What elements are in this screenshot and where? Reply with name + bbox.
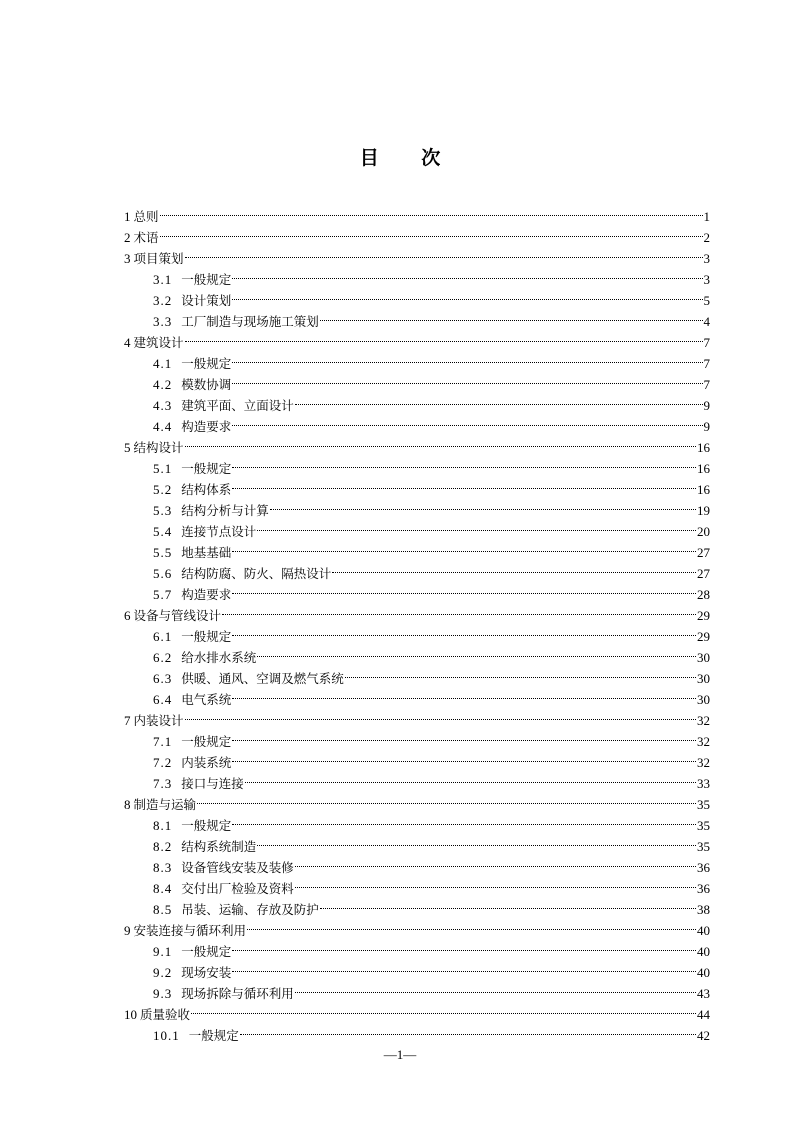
toc-entry-page: 32	[697, 734, 710, 749]
toc-entry-number: 5	[124, 440, 131, 455]
dot-leader	[185, 704, 696, 725]
dot-leader	[185, 242, 703, 263]
toc-entry-label: 总则	[133, 209, 159, 224]
toc-entry-page: 7	[703, 335, 710, 350]
toc-entry-label: 一般规定	[181, 944, 232, 959]
toc-entry-page: 5	[703, 293, 710, 308]
toc-entry[interactable]	[124, 200, 710, 224]
toc-entry-number: 6.1	[153, 629, 173, 644]
toc-entry[interactable]	[124, 263, 710, 287]
toc-entry-page: 16	[697, 440, 710, 455]
toc-entry-number: 3	[124, 251, 131, 266]
dot-leader	[257, 515, 696, 536]
toc-entry-page: 40	[697, 923, 710, 938]
dot-leader	[295, 977, 696, 998]
toc-entry-label: 吊装、运输、存放及防护	[181, 902, 319, 917]
toc-entry-page: 3	[703, 272, 710, 287]
page-number-footer: —1—	[383, 1047, 417, 1062]
toc-entry-label: 一般规定	[181, 272, 232, 287]
toc-entry[interactable]	[124, 221, 710, 245]
toc-entry-number: 10	[124, 1007, 137, 1022]
toc-entry-page: 30	[697, 650, 710, 665]
dot-leader	[232, 578, 696, 599]
toc-entry-number: 5.3	[153, 503, 173, 518]
toc-entry-page: 40	[697, 944, 710, 959]
toc-entry-label: 内装设计	[133, 713, 184, 728]
dot-leader	[332, 557, 696, 578]
toc-entry-page: 42	[697, 1028, 710, 1043]
dot-leader	[240, 1019, 696, 1040]
toc-entry-page: 30	[697, 671, 710, 686]
toc-entry[interactable]	[124, 431, 710, 455]
toc-entry-page: 9	[703, 419, 710, 434]
toc-entry-number: 7.1	[153, 734, 173, 749]
toc-entry-label: 内装系统	[181, 755, 232, 770]
toc-entry[interactable]	[124, 347, 710, 371]
toc-entry-number: 6.3	[153, 671, 173, 686]
toc-entry-page: 36	[697, 881, 710, 896]
dot-leader	[232, 935, 696, 956]
toc-entry-number: 8.3	[153, 860, 173, 875]
dot-leader	[345, 662, 696, 683]
toc-entry[interactable]	[124, 1019, 710, 1043]
toc-entry-page: 40	[697, 965, 710, 980]
dot-leader	[160, 221, 703, 242]
dot-leader	[222, 599, 696, 620]
toc-entry-number: 8.4	[153, 881, 173, 896]
toc-entry-label: 建筑平面、立面设计	[181, 398, 294, 413]
dot-leader	[232, 284, 702, 305]
toc-entry-page: 27	[697, 566, 710, 581]
dot-leader	[232, 473, 696, 494]
dot-leader	[232, 410, 702, 431]
toc-entry-number: 5.1	[153, 461, 173, 476]
toc-entry-label: 现场安装	[181, 965, 232, 980]
toc-entry-label: 术语	[133, 230, 159, 245]
toc-entry-page: 27	[697, 545, 710, 560]
toc-entry-label: 地基基础	[181, 545, 232, 560]
dot-leader	[232, 620, 696, 641]
toc-entry-number: 8.1	[153, 818, 173, 833]
toc-entry-label: 构造要求	[181, 419, 232, 434]
toc-entry-number: 4.2	[153, 377, 173, 392]
toc-entry-page: 7	[703, 377, 710, 392]
toc-entry-number: 8	[124, 797, 131, 812]
toc-entry-number: 7.3	[153, 776, 173, 791]
toc-entry-page: 1	[703, 209, 710, 224]
toc-entry-page: 7	[703, 356, 710, 371]
toc-entry-number: 5.6	[153, 566, 173, 581]
toc-entry[interactable]	[124, 809, 710, 833]
toc-entry-label: 结构设计	[133, 440, 184, 455]
dot-leader	[191, 998, 696, 1019]
toc-entry-label: 工厂制造与现场施工策划	[181, 314, 319, 329]
toc-entry-page: 4	[703, 314, 710, 329]
toc-entry-label: 一般规定	[181, 629, 232, 644]
toc-entry-label: 一般规定	[181, 818, 232, 833]
toc-entry-page: 36	[697, 860, 710, 875]
toc-entry-number: 9.1	[153, 944, 173, 959]
toc-entry-page: 35	[697, 839, 710, 854]
dot-leader	[270, 494, 696, 515]
dot-leader	[320, 305, 703, 326]
toc-entry-number: 3.1	[153, 272, 173, 287]
toc-entry-label: 现场拆除与循环利用	[181, 986, 294, 1001]
toc-entry-number: 7.2	[153, 755, 173, 770]
toc-entry[interactable]	[124, 788, 710, 812]
dot-leader	[295, 872, 696, 893]
toc-entry-number: 1	[124, 209, 131, 224]
toc-entry-number: 5.2	[153, 482, 173, 497]
toc-entry-number: 9.3	[153, 986, 173, 1001]
toc-entry-number: 3.2	[153, 293, 173, 308]
toc-entry-label: 设备与管线设计	[133, 608, 222, 623]
dot-leader	[232, 746, 696, 767]
dot-leader	[232, 347, 702, 368]
toc-entry[interactable]	[124, 242, 710, 266]
toc-entry-page: 35	[697, 797, 710, 812]
dot-leader	[185, 326, 703, 347]
toc-entry-page: 28	[697, 587, 710, 602]
dot-leader	[257, 830, 696, 851]
toc-entry-page: 32	[697, 755, 710, 770]
toc-entry-number: 5.5	[153, 545, 173, 560]
toc-entry-number: 3.3	[153, 314, 173, 329]
toc-entry-page: 3	[703, 251, 710, 266]
toc-entry-number: 8.2	[153, 839, 173, 854]
toc-entry-page: 43	[697, 986, 710, 1001]
toc-entry-label: 结构系统制造	[181, 839, 257, 854]
toc-entry-label: 质量验收	[140, 1007, 191, 1022]
toc-entry-page: 38	[697, 902, 710, 917]
toc-entry-number: 6.2	[153, 650, 173, 665]
toc-entry-number: 4.1	[153, 356, 173, 371]
toc-entry-label: 一般规定	[181, 356, 232, 371]
toc-entry-label: 接口与连接	[181, 776, 244, 791]
toc-entry-number: 9	[124, 923, 131, 938]
toc-entry-number: 5.7	[153, 587, 173, 602]
toc-entry-label: 结构分析与计算	[181, 503, 269, 518]
dot-leader	[245, 767, 696, 788]
toc-entry-number: 6	[124, 608, 131, 623]
dot-leader	[320, 893, 696, 914]
dot-leader	[232, 683, 696, 704]
toc-entry-label: 给水排水系统	[181, 650, 257, 665]
toc-entry-page: 33	[697, 776, 710, 791]
toc-entry-number: 5.4	[153, 524, 173, 539]
toc-entry-label: 供暖、通风、空调及燃气系统	[181, 671, 344, 686]
dot-leader	[295, 851, 696, 872]
toc-entry-label: 制造与运输	[133, 797, 197, 812]
toc-entry-page: 32	[697, 713, 710, 728]
toc-entry[interactable]	[124, 725, 710, 749]
dot-leader	[160, 200, 703, 221]
toc-entry-number: 4.3	[153, 398, 173, 413]
dot-leader	[232, 263, 702, 284]
toc-entry-number: 2	[124, 230, 131, 245]
toc-entry-number: 7	[124, 713, 131, 728]
toc-entry-label: 结构体系	[181, 482, 232, 497]
toc-entry-number: 6.4	[153, 692, 173, 707]
toc-entry-label: 构造要求	[181, 587, 232, 602]
toc-entry-number: 9.2	[153, 965, 173, 980]
toc-entry[interactable]	[124, 452, 710, 476]
toc-entry-number: 8.5	[153, 902, 173, 917]
toc-entry[interactable]	[124, 998, 710, 1022]
toc-entry-label: 交付出厂检验及资料	[181, 881, 294, 896]
table-of-contents	[124, 200, 710, 1043]
dot-leader	[232, 809, 696, 830]
toc-entry-label: 结构防腐、防火、隔热设计	[181, 566, 332, 581]
toc-entry-page: 2	[703, 230, 710, 245]
toc-entry-page: 44	[697, 1007, 710, 1022]
dot-leader	[232, 725, 696, 746]
dot-leader	[247, 914, 696, 935]
dot-leader	[232, 956, 696, 977]
dot-leader	[197, 788, 696, 809]
toc-entry-page: 19	[697, 503, 710, 518]
toc-entry[interactable]	[124, 326, 710, 350]
dot-leader	[257, 641, 696, 662]
toc-entry-label: 设备管线安装及装修	[181, 860, 294, 875]
toc-entry-label: 连接节点设计	[181, 524, 257, 539]
toc-entry-page: 9	[703, 398, 710, 413]
toc-entry-label: 安装连接与循环利用	[133, 923, 247, 938]
toc-entry-page: 35	[697, 818, 710, 833]
toc-entry-page: 20	[697, 524, 710, 539]
toc-entry-label: 建筑设计	[133, 335, 184, 350]
dot-leader	[232, 452, 696, 473]
toc-entry-number: 4	[124, 335, 131, 350]
toc-entry-page: 16	[697, 461, 710, 476]
dot-leader	[232, 368, 702, 389]
toc-entry-number: 4.4	[153, 419, 173, 434]
page-title: 目 次	[359, 147, 459, 169]
toc-entry-page: 29	[697, 629, 710, 644]
toc-entry-page: 30	[697, 692, 710, 707]
dot-leader	[185, 431, 696, 452]
dot-leader	[295, 389, 703, 410]
toc-entry-label: 电气系统	[181, 692, 232, 707]
toc-entry-number: 10.1	[153, 1028, 180, 1043]
toc-entry-label: 一般规定	[188, 1028, 239, 1043]
toc-entry-label: 设计策划	[181, 293, 232, 308]
toc-entry[interactable]	[124, 704, 710, 728]
dot-leader	[232, 536, 696, 557]
toc-entry-page: 16	[697, 482, 710, 497]
toc-entry-label: 一般规定	[181, 461, 232, 476]
toc-entry-label: 模数协调	[181, 377, 232, 392]
toc-entry-page: 29	[697, 608, 710, 623]
toc-entry-label: 一般规定	[181, 734, 232, 749]
toc-entry-label: 项目策划	[133, 251, 184, 266]
